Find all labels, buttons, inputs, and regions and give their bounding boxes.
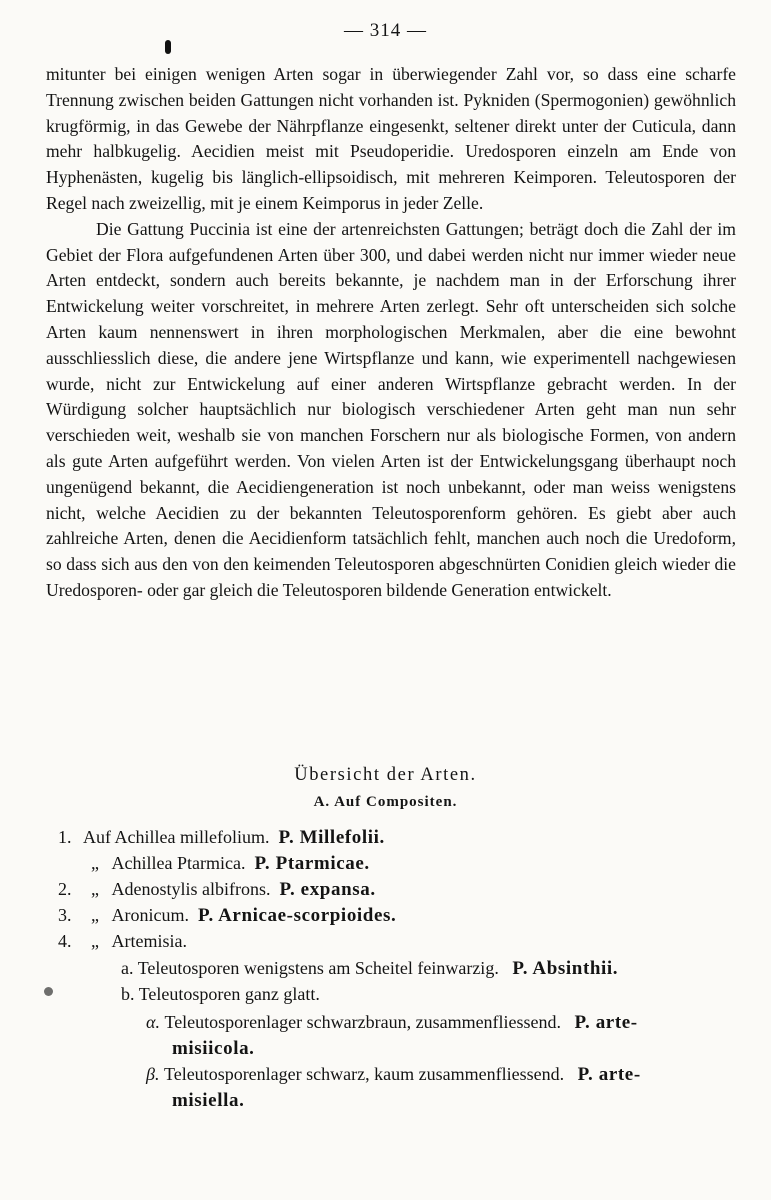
sub-entry-mark: b. <box>121 984 135 1004</box>
entry-number: 3. <box>58 905 72 925</box>
key-entry-text <box>91 877 376 902</box>
species-name: P. expansa. <box>279 879 376 900</box>
entry-number: 1. <box>58 827 72 847</box>
species-name-continued: misiicola. <box>172 1038 255 1059</box>
greek-entry-text: Teleutosporenlager schwarz, kaum zusammenfliessend. <box>163 1064 565 1084</box>
key-entry <box>58 877 72 901</box>
sub-entry <box>121 982 320 1006</box>
entry-number: 2. <box>58 879 72 899</box>
key-entry-text <box>83 825 385 850</box>
host-name: Adenostylis albifrons. <box>111 879 271 899</box>
greek-entry-text: Teleutosporenlager schwarzbraun, zusammenfliessend. <box>164 1012 562 1032</box>
greek-entry <box>146 1062 641 1087</box>
paragraph-2: Die Gattung Puccinia ist eine der artenreichsten Gattungen; beträgt doch die Zahl der im Gebiet der Flora aufgefundenen Arten über 300, und dabei werden nicht nur immer wieder neue Arten entdeckt, sondern auch bereits bekannte, je nachdem man in der Erforschung ihrer Entwickelung weiter vorschreitet, in mehrere Arten zerlegt. Sehr oft unterscheiden sich solche Arten kaum nennenswert in ihren morphologischen Merkmalen, aber die eine bewohnt ausschliesslich diese, die andere jene Wirtspflanze und kann, wie experimentell nachgewiesen wurde, nicht zur Entwickelung auf einer anderen Wirtspflanze gebracht werden. In der Würdigung solcher hauptsächlich nur biologisch verschiedener Arten geht man nun sehr verschieden weit, weshalb sie von manchen Forschern nur als biologische Formen, von andern als gute Arten aufgeführt werden. Von vielen Arten ist der Entwickelungsgang überhaupt noch ungenügend bekannt, die Aecidiengeneration ist noch unbekannt, oder man weiss wenigstens nicht, welche Aecidien zu der bekannten Teleutosporenform gehören. Es giebt aber auch zahlreiche Arten, denen die Aecidienform tatsächlich fehlt, manchen auch noch die Uredoform, so dass sich aus den von den keimenden Teleutosporen abgeschnürten Conidien gleich wieder die Uredosporen- oder gar gleich die Teleutosporen bildende Generation entwickelt. <box>46 218 736 600</box>
key-entry <box>58 903 72 927</box>
greek-entry-continuation <box>172 1036 255 1061</box>
species-name: P. Absinthii. <box>512 958 619 979</box>
greek-entry-continuation <box>172 1088 244 1113</box>
paragraph-1: mitunter bei einigen wenigen Arten sogar in überwiegender Zahl vor, so dass eine scharfe Trennung zwischen beiden Gattungen nicht vorhanden ist. Pykniden (Spermogonien) gewöhnlich krugförmig, in das Gewebe der Nährpflanze eingesenkt, seltener direkt unter der Cuticula, dann mehr halbkugelig. Aecidien meist mit Pseudoperidie. Uredosporen einzeln am Ende von Hyphenästen, kugelig bis länglich-ellipsoidisch, mit mehreren Keimporen. Teleutosporen der Regel nach zweizellig, mit je einem Keimporus in jeder Zelle. <box>46 64 736 213</box>
sub-entry-text: Teleutosporen ganz glatt. <box>138 984 320 1004</box>
section-title: Übersicht der Arten. <box>294 765 477 785</box>
section-subtitle: A. Auf Compositen. <box>313 794 458 810</box>
greek-entry <box>146 1010 638 1035</box>
key-entry <box>58 929 72 953</box>
species-name: P. Millefolii. <box>278 827 385 848</box>
species-name: P. arte- <box>577 1064 641 1085</box>
sub-entry <box>121 956 618 981</box>
key-entry-text <box>91 851 370 876</box>
page-number: — 314 — <box>344 20 427 41</box>
entry-number: 4. <box>58 931 72 951</box>
greek-entry-mark: β. <box>146 1064 160 1084</box>
host-name: Achillea Ptarmica. <box>111 853 246 873</box>
host-name: Achillea millefolium. <box>114 827 270 847</box>
entry-prefix: Auf <box>83 827 111 847</box>
species-name: P. arte- <box>574 1012 638 1033</box>
entry-prefix: „ <box>91 853 99 873</box>
species-name: P. Arnicae-scorpioides. <box>198 905 397 926</box>
key-entry-text <box>91 903 396 928</box>
body-text <box>46 62 736 604</box>
entry-prefix: „ <box>91 905 99 925</box>
entry-prefix: „ <box>91 931 99 951</box>
species-name-continued: misiella. <box>172 1090 245 1111</box>
host-name: Aronicum. <box>111 905 189 925</box>
ink-speck <box>165 40 171 54</box>
key-entry-text <box>91 929 187 953</box>
key-entry <box>58 825 72 849</box>
sub-entry-text: Teleutosporen wenigstens am Scheitel feinwarzig. <box>137 958 499 978</box>
ink-speck <box>44 987 53 996</box>
host-name: Artemisia. <box>111 931 187 951</box>
sub-entry-mark: a. <box>121 958 134 978</box>
species-name: P. Ptarmicae. <box>254 853 370 874</box>
greek-entry-mark: α. <box>146 1012 160 1032</box>
entry-prefix: „ <box>91 879 99 899</box>
